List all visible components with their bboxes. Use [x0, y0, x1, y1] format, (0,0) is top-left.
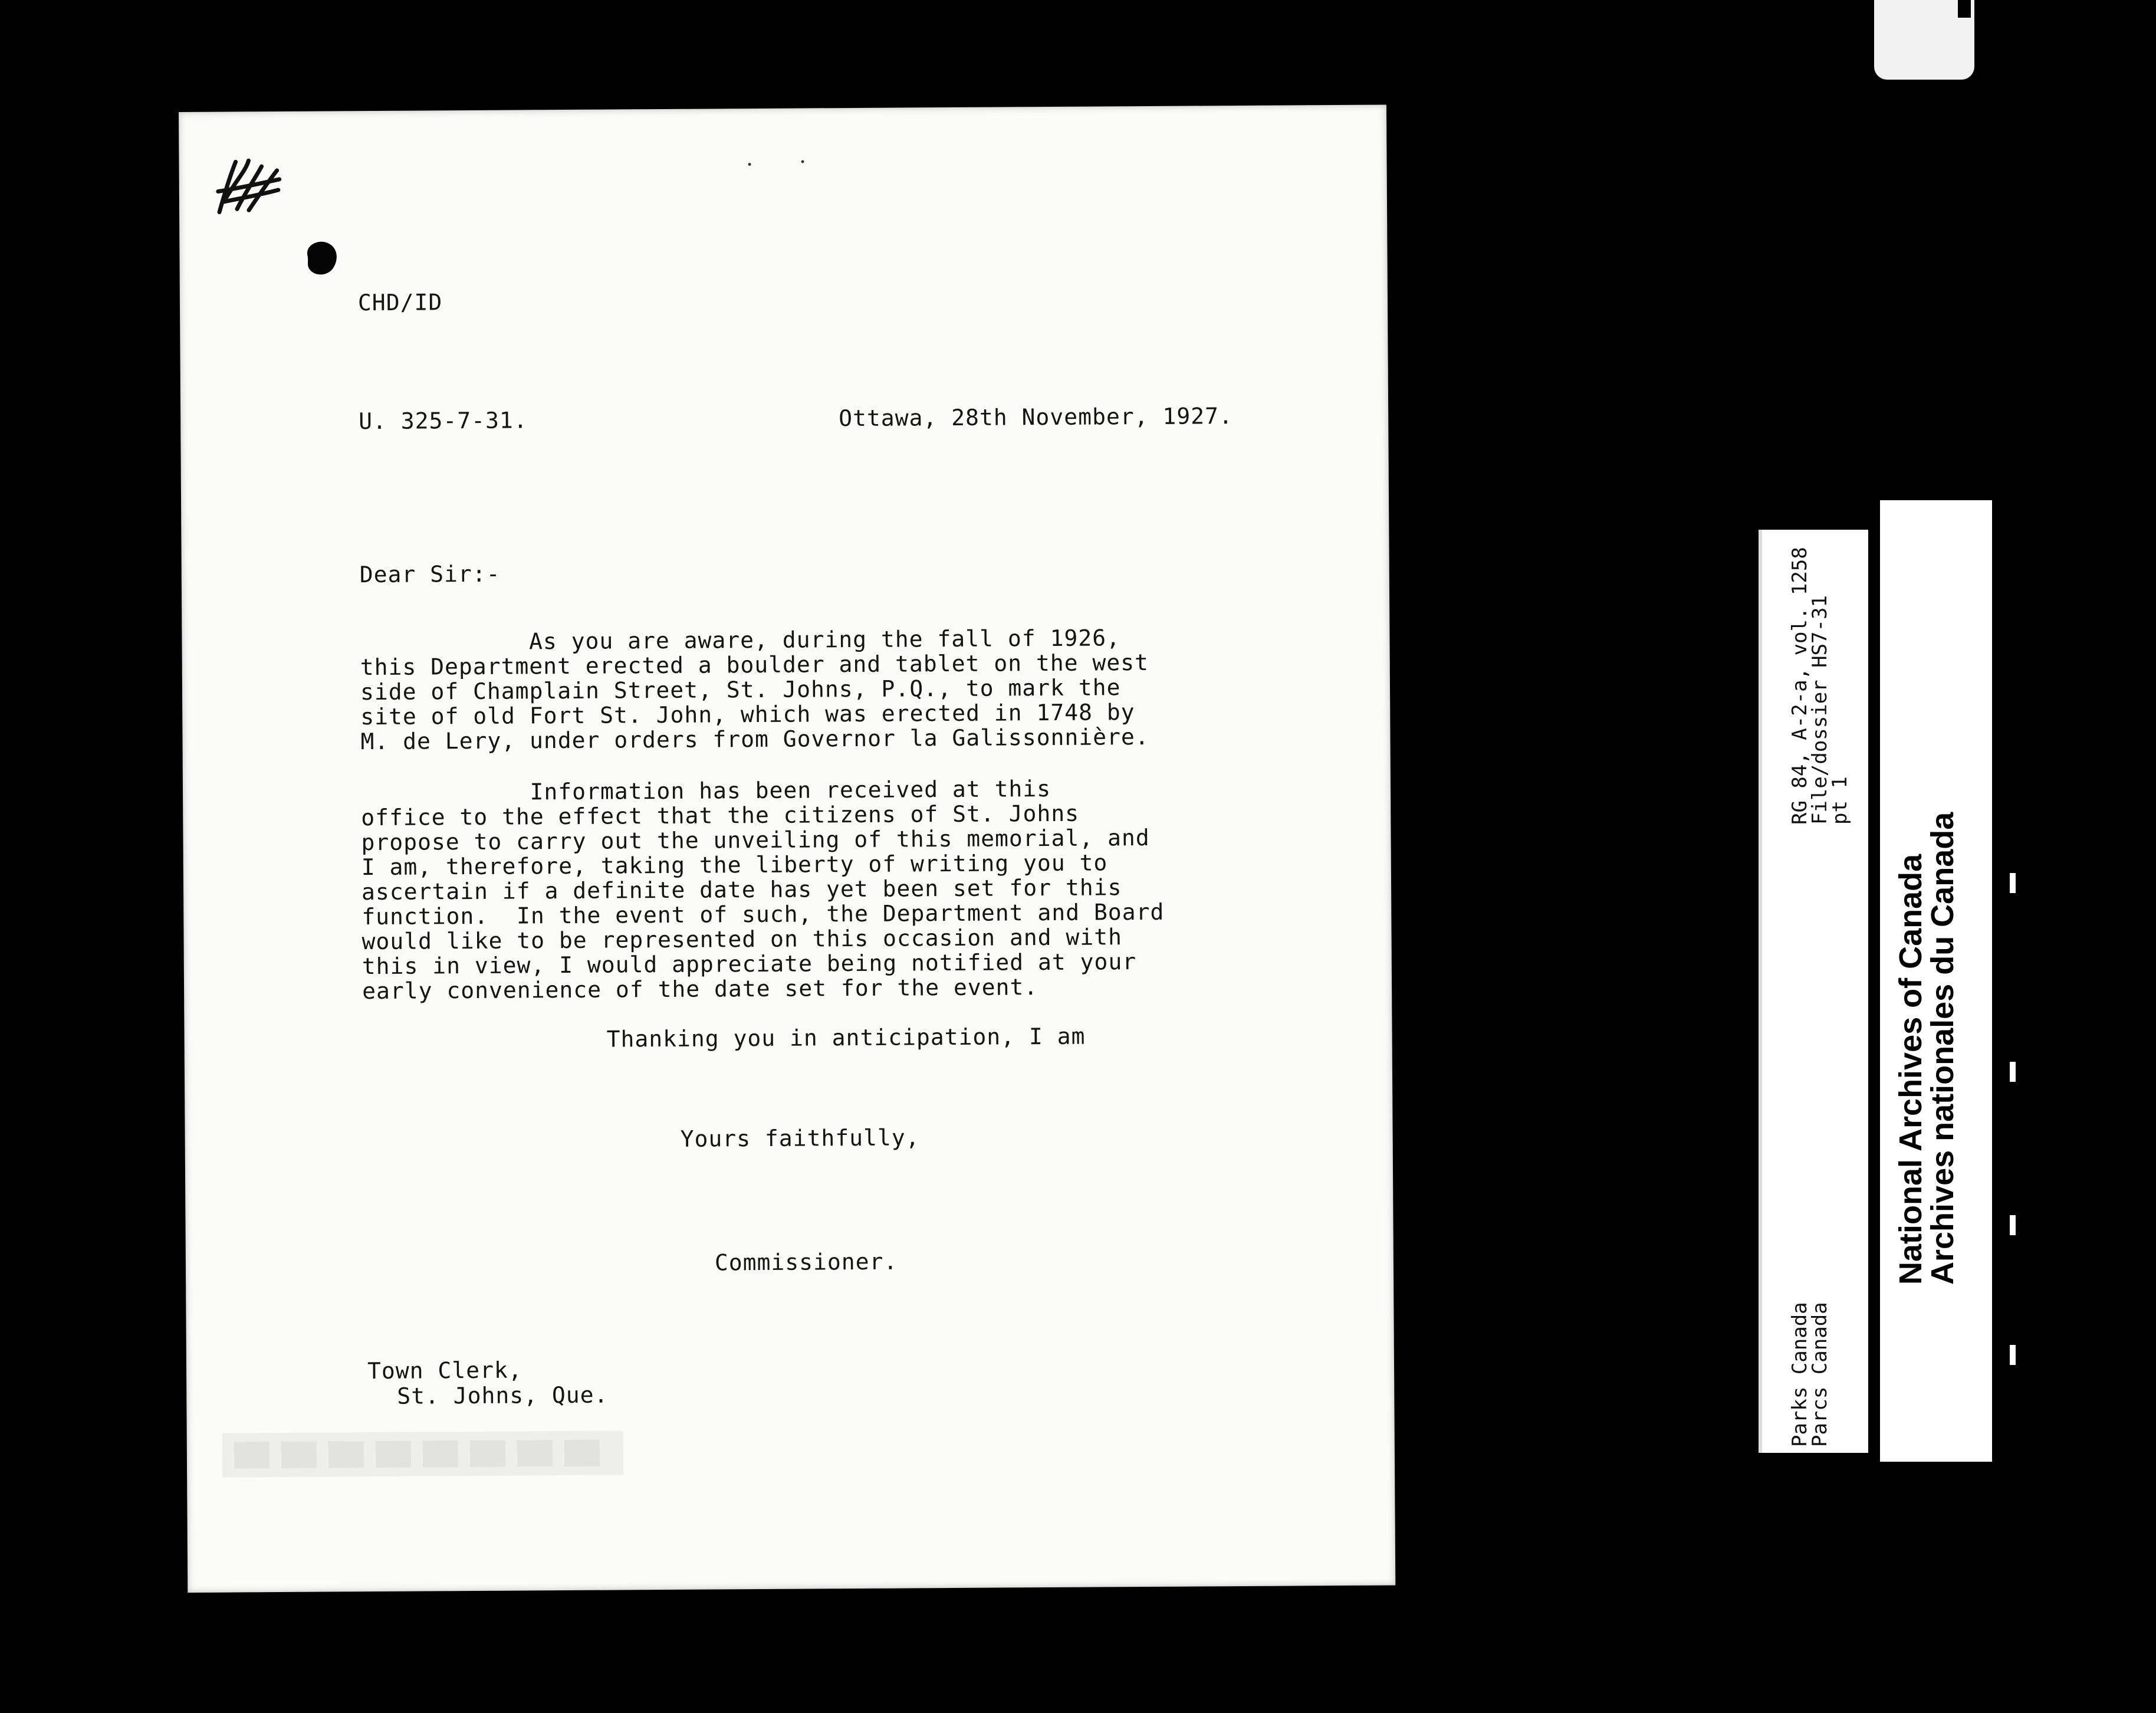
place-date: Ottawa, 28th November, 1927. — [839, 403, 1233, 432]
ink-blot — [300, 238, 341, 279]
paper-speck — [801, 160, 804, 163]
film-tick-mark — [2010, 873, 2016, 893]
film-tick-mark — [2010, 1345, 2016, 1365]
paragraph-1-line: side of Champlain Street, St. Johns, P.Q., to mark the — [360, 674, 1121, 705]
paragraph-1-line: M. de Lery, under orders from Governor la Galissonnière. — [360, 723, 1149, 755]
paragraph-1-line: site of old Fort St. John, which was erected in 1748 by — [360, 699, 1135, 730]
film-corner-tab — [1874, 0, 1974, 80]
national-archives-banner — [1880, 500, 1992, 1462]
paper-speck — [748, 163, 751, 166]
paragraph-2-line: office to the effect that the citizens of St. Johns — [361, 800, 1080, 831]
reference-line-3: pt 1 — [1828, 776, 1852, 825]
closing-line: Yours faithfully, — [680, 1124, 920, 1152]
film-tick-mark — [2010, 1215, 2016, 1235]
archives-name-en: National Archives of Canada — [1893, 854, 1928, 1285]
archives-name — [1895, 812, 1958, 1285]
addressee-line-1: Town Clerk, — [367, 1357, 522, 1384]
signature-title: Commissioner. — [714, 1248, 898, 1276]
paragraph-2-line: propose to carry out the unveiling of this memorial, and — [361, 824, 1150, 856]
addressee-line-2: St. Johns, Que. — [397, 1381, 609, 1409]
archives-name-fr: Archives nationales du Canada — [1925, 812, 1960, 1285]
paragraph-2-line: this in view, I would appreciate being notified at your — [361, 949, 1137, 980]
paragraph-2-line: would like to be represented on this occasion and with — [361, 924, 1123, 955]
paragraph-2-line: ascertain if a definite date has yet been set for this — [361, 874, 1122, 905]
handwritten-initials-mark — [213, 156, 284, 221]
paragraph-2 — [361, 776, 1165, 1003]
salutation: Dear Sir:- — [359, 560, 501, 588]
paragraph-2-line: I am, therefore, taking the liberty of writing you to — [361, 849, 1108, 881]
file-number: U. 325-7-31. — [359, 407, 528, 435]
reference-line-2: File/dossier HS7-31 — [1808, 595, 1832, 825]
film-tick-mark — [2010, 1062, 2016, 1082]
paragraph-1-line: As you are aware, during the fall of 1926, — [360, 625, 1121, 656]
faint-stamp-showthrough — [222, 1425, 624, 1483]
thanks-line: Thanking you in anticipation, I am — [606, 1023, 1086, 1052]
letter-sheet — [179, 104, 1395, 1592]
agency-en: Parks Canada — [1788, 1302, 1812, 1447]
paragraph-1 — [360, 625, 1149, 754]
agency-fr: Parcs Canada — [1808, 1302, 1832, 1447]
reference-line-1: RG 84, A-2-a, vol. 1258 — [1788, 547, 1812, 825]
paragraph-2-line: Information has been received at this — [360, 775, 1051, 806]
paragraph-2-line: early convenience of the date set for the event. — [361, 974, 1038, 1005]
archive-reference-label — [1759, 530, 1868, 1453]
paragraph-2-line: function. In the event of such, the Department and Board — [361, 898, 1165, 930]
paragraph-1-line: this Department erected a boulder and tablet on the west — [360, 649, 1149, 681]
reference-initials: CHD/ID — [357, 289, 443, 316]
film-edge-mark — [1958, 0, 1971, 18]
